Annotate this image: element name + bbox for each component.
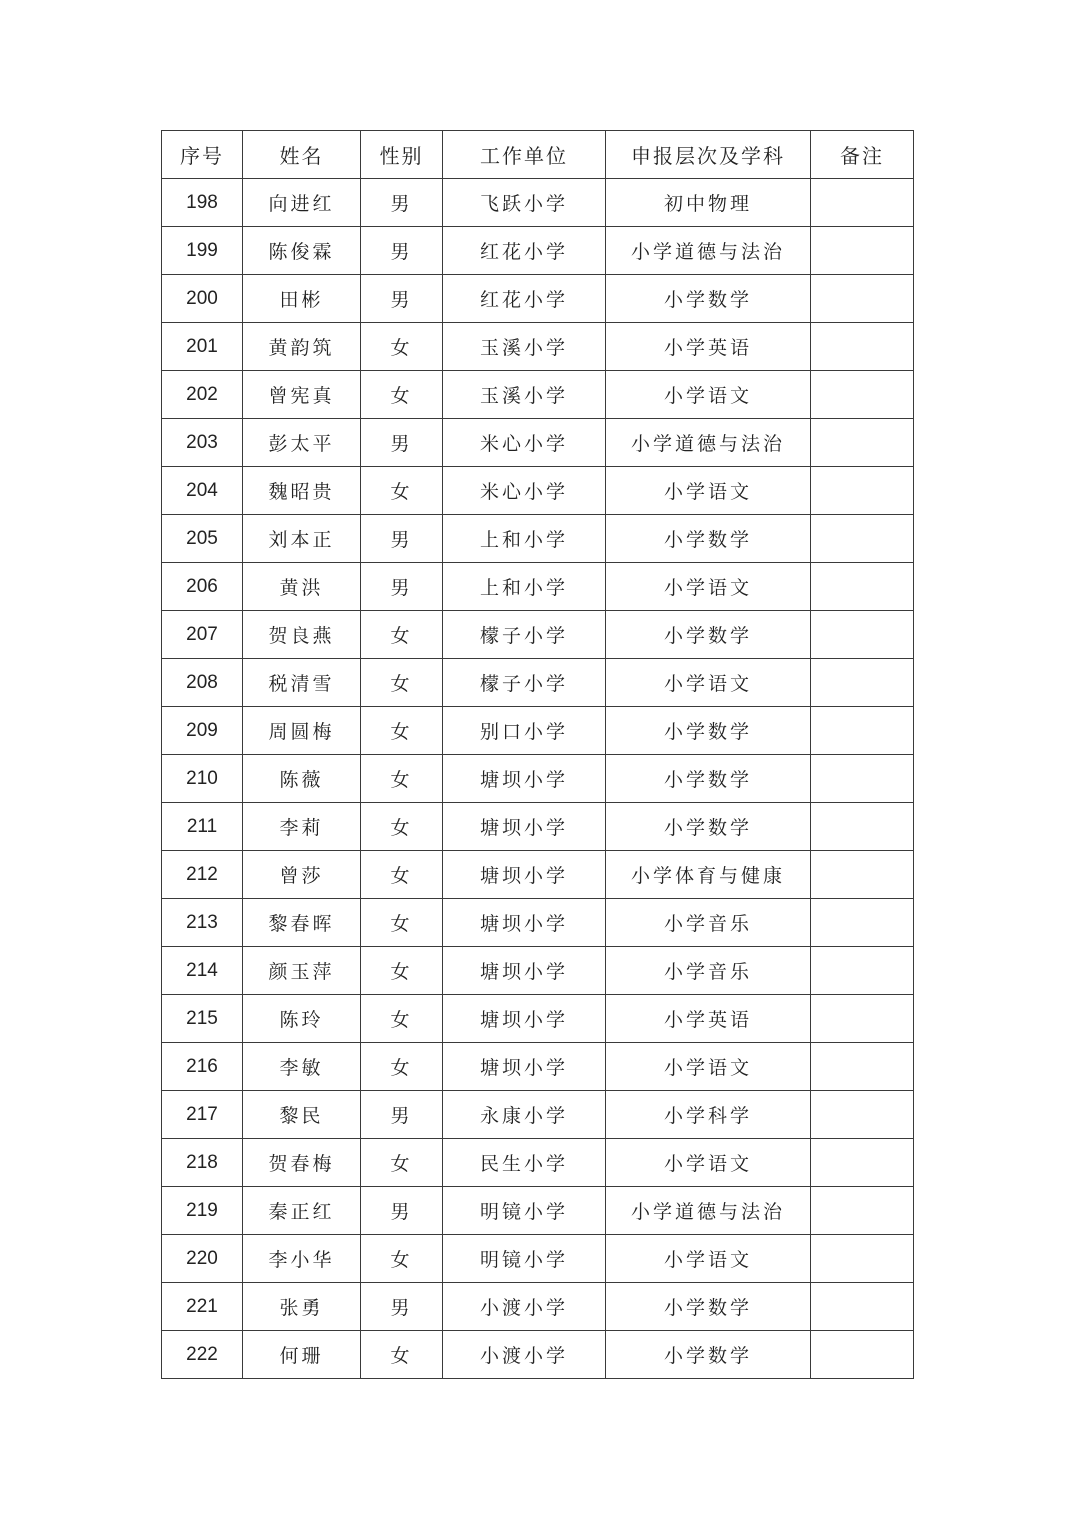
cell-serial-number: 210 bbox=[162, 755, 243, 803]
cell-level-and-subject: 小学道德与法治 bbox=[606, 419, 811, 467]
cell-gender: 女 bbox=[361, 899, 443, 947]
cell-work-unit: 小渡小学 bbox=[443, 1331, 606, 1379]
cell-work-unit: 塘坝小学 bbox=[443, 755, 606, 803]
cell-level-and-subject: 小学语文 bbox=[606, 1043, 811, 1091]
cell-work-unit: 永康小学 bbox=[443, 1091, 606, 1139]
cell-remarks bbox=[811, 515, 914, 563]
cell-level-and-subject: 小学科学 bbox=[606, 1091, 811, 1139]
cell-work-unit: 塘坝小学 bbox=[443, 1043, 606, 1091]
cell-gender: 女 bbox=[361, 707, 443, 755]
cell-remarks bbox=[811, 179, 914, 227]
cell-gender: 女 bbox=[361, 1139, 443, 1187]
cell-name: 张勇 bbox=[243, 1283, 361, 1331]
cell-serial-number: 212 bbox=[162, 851, 243, 899]
cell-work-unit: 明镜小学 bbox=[443, 1235, 606, 1283]
cell-level-and-subject: 小学道德与法治 bbox=[606, 1187, 811, 1235]
cell-remarks bbox=[811, 371, 914, 419]
cell-work-unit: 塘坝小学 bbox=[443, 947, 606, 995]
cell-remarks bbox=[811, 899, 914, 947]
cell-work-unit: 上和小学 bbox=[443, 563, 606, 611]
cell-serial-number: 217 bbox=[162, 1091, 243, 1139]
cell-name: 向进红 bbox=[243, 179, 361, 227]
cell-remarks bbox=[811, 1283, 914, 1331]
cell-level-and-subject: 小学语文 bbox=[606, 371, 811, 419]
cell-remarks bbox=[811, 323, 914, 371]
cell-work-unit: 玉溪小学 bbox=[443, 323, 606, 371]
cell-gender: 女 bbox=[361, 755, 443, 803]
cell-level-and-subject: 小学数学 bbox=[606, 515, 811, 563]
cell-remarks bbox=[811, 1331, 914, 1379]
cell-remarks bbox=[811, 1139, 914, 1187]
table-row bbox=[162, 803, 914, 851]
cell-work-unit: 檬子小学 bbox=[443, 611, 606, 659]
cell-gender: 男 bbox=[361, 563, 443, 611]
cell-name: 贺春梅 bbox=[243, 1139, 361, 1187]
cell-serial-number: 202 bbox=[162, 371, 243, 419]
cell-serial-number: 199 bbox=[162, 227, 243, 275]
table-row bbox=[162, 611, 914, 659]
cell-level-and-subject: 小学音乐 bbox=[606, 899, 811, 947]
cell-gender: 男 bbox=[361, 179, 443, 227]
cell-remarks bbox=[811, 707, 914, 755]
cell-level-and-subject: 小学数学 bbox=[606, 707, 811, 755]
cell-work-unit: 塘坝小学 bbox=[443, 803, 606, 851]
cell-serial-number: 203 bbox=[162, 419, 243, 467]
cell-work-unit: 红花小学 bbox=[443, 275, 606, 323]
cell-serial-number: 221 bbox=[162, 1283, 243, 1331]
header-name: 姓名 bbox=[243, 131, 361, 179]
cell-serial-number: 201 bbox=[162, 323, 243, 371]
cell-work-unit: 小渡小学 bbox=[443, 1283, 606, 1331]
table-row bbox=[162, 707, 914, 755]
table-row bbox=[162, 419, 914, 467]
cell-serial-number: 205 bbox=[162, 515, 243, 563]
cell-serial-number: 204 bbox=[162, 467, 243, 515]
cell-remarks bbox=[811, 1091, 914, 1139]
cell-remarks bbox=[811, 563, 914, 611]
cell-serial-number: 206 bbox=[162, 563, 243, 611]
table-row bbox=[162, 899, 914, 947]
cell-work-unit: 米心小学 bbox=[443, 467, 606, 515]
cell-work-unit: 塘坝小学 bbox=[443, 851, 606, 899]
cell-name: 刘本正 bbox=[243, 515, 361, 563]
cell-name: 陈薇 bbox=[243, 755, 361, 803]
table-row bbox=[162, 275, 914, 323]
cell-remarks bbox=[811, 803, 914, 851]
applicant-table bbox=[161, 130, 914, 1379]
cell-level-and-subject: 小学英语 bbox=[606, 323, 811, 371]
cell-gender: 男 bbox=[361, 1091, 443, 1139]
cell-work-unit: 米心小学 bbox=[443, 419, 606, 467]
cell-work-unit: 飞跃小学 bbox=[443, 179, 606, 227]
cell-gender: 女 bbox=[361, 1235, 443, 1283]
cell-gender: 女 bbox=[361, 947, 443, 995]
cell-level-and-subject: 初中物理 bbox=[606, 179, 811, 227]
cell-name: 黎民 bbox=[243, 1091, 361, 1139]
cell-name: 周圆梅 bbox=[243, 707, 361, 755]
header-work-unit: 工作单位 bbox=[443, 131, 606, 179]
cell-name: 李莉 bbox=[243, 803, 361, 851]
cell-serial-number: 207 bbox=[162, 611, 243, 659]
cell-level-and-subject: 小学数学 bbox=[606, 755, 811, 803]
cell-name: 李敏 bbox=[243, 1043, 361, 1091]
cell-serial-number: 215 bbox=[162, 995, 243, 1043]
cell-gender: 男 bbox=[361, 275, 443, 323]
cell-remarks bbox=[811, 611, 914, 659]
cell-serial-number: 200 bbox=[162, 275, 243, 323]
cell-level-and-subject: 小学数学 bbox=[606, 1283, 811, 1331]
cell-level-and-subject: 小学语文 bbox=[606, 563, 811, 611]
cell-work-unit: 玉溪小学 bbox=[443, 371, 606, 419]
cell-level-and-subject: 小学数学 bbox=[606, 1331, 811, 1379]
cell-gender: 女 bbox=[361, 995, 443, 1043]
cell-gender: 女 bbox=[361, 803, 443, 851]
cell-level-and-subject: 小学英语 bbox=[606, 995, 811, 1043]
cell-serial-number: 211 bbox=[162, 803, 243, 851]
cell-remarks bbox=[811, 227, 914, 275]
cell-name: 贺良燕 bbox=[243, 611, 361, 659]
cell-gender: 女 bbox=[361, 371, 443, 419]
cell-remarks bbox=[811, 851, 914, 899]
cell-gender: 女 bbox=[361, 467, 443, 515]
cell-serial-number: 198 bbox=[162, 179, 243, 227]
cell-name: 李小华 bbox=[243, 1235, 361, 1283]
cell-gender: 男 bbox=[361, 515, 443, 563]
header-serial-number: 序号 bbox=[162, 131, 243, 179]
cell-remarks bbox=[811, 947, 914, 995]
cell-gender: 男 bbox=[361, 1283, 443, 1331]
cell-name: 何珊 bbox=[243, 1331, 361, 1379]
table-row bbox=[162, 179, 914, 227]
cell-level-and-subject: 小学道德与法治 bbox=[606, 227, 811, 275]
table-row bbox=[162, 371, 914, 419]
cell-level-and-subject: 小学语文 bbox=[606, 659, 811, 707]
cell-serial-number: 214 bbox=[162, 947, 243, 995]
cell-remarks bbox=[811, 755, 914, 803]
cell-name: 曾宪真 bbox=[243, 371, 361, 419]
cell-level-and-subject: 小学音乐 bbox=[606, 947, 811, 995]
table-row bbox=[162, 659, 914, 707]
cell-name: 黎春晖 bbox=[243, 899, 361, 947]
cell-serial-number: 218 bbox=[162, 1139, 243, 1187]
cell-level-and-subject: 小学体育与健康 bbox=[606, 851, 811, 899]
cell-remarks bbox=[811, 659, 914, 707]
table-row bbox=[162, 1091, 914, 1139]
header-gender: 性别 bbox=[361, 131, 443, 179]
cell-name: 税清雪 bbox=[243, 659, 361, 707]
cell-work-unit: 塘坝小学 bbox=[443, 899, 606, 947]
cell-remarks bbox=[811, 995, 914, 1043]
table-row bbox=[162, 323, 914, 371]
cell-name: 陈玲 bbox=[243, 995, 361, 1043]
cell-name: 彭太平 bbox=[243, 419, 361, 467]
cell-name: 黄韵筑 bbox=[243, 323, 361, 371]
cell-work-unit: 民生小学 bbox=[443, 1139, 606, 1187]
cell-remarks bbox=[811, 419, 914, 467]
cell-level-and-subject: 小学语文 bbox=[606, 1139, 811, 1187]
cell-level-and-subject: 小学语文 bbox=[606, 467, 811, 515]
table-row bbox=[162, 1331, 914, 1379]
cell-gender: 男 bbox=[361, 1187, 443, 1235]
cell-remarks bbox=[811, 1187, 914, 1235]
cell-name: 曾莎 bbox=[243, 851, 361, 899]
header-level-and-subject: 申报层次及学科 bbox=[606, 131, 811, 179]
table-row bbox=[162, 851, 914, 899]
cell-level-and-subject: 小学数学 bbox=[606, 611, 811, 659]
cell-remarks bbox=[811, 275, 914, 323]
cell-work-unit: 明镜小学 bbox=[443, 1187, 606, 1235]
cell-name: 秦正红 bbox=[243, 1187, 361, 1235]
cell-gender: 男 bbox=[361, 419, 443, 467]
cell-serial-number: 209 bbox=[162, 707, 243, 755]
cell-gender: 女 bbox=[361, 851, 443, 899]
table-row bbox=[162, 947, 914, 995]
cell-serial-number: 222 bbox=[162, 1331, 243, 1379]
cell-gender: 女 bbox=[361, 1331, 443, 1379]
table-row bbox=[162, 563, 914, 611]
cell-serial-number: 208 bbox=[162, 659, 243, 707]
table-row bbox=[162, 467, 914, 515]
cell-name: 田彬 bbox=[243, 275, 361, 323]
cell-serial-number: 216 bbox=[162, 1043, 243, 1091]
table-header-row bbox=[162, 131, 914, 179]
table-row bbox=[162, 1139, 914, 1187]
cell-work-unit: 上和小学 bbox=[443, 515, 606, 563]
cell-name: 魏昭贵 bbox=[243, 467, 361, 515]
cell-name: 黄洪 bbox=[243, 563, 361, 611]
table-row bbox=[162, 995, 914, 1043]
cell-work-unit: 檬子小学 bbox=[443, 659, 606, 707]
cell-name: 颜玉萍 bbox=[243, 947, 361, 995]
table-body bbox=[162, 179, 914, 1379]
cell-work-unit: 别口小学 bbox=[443, 707, 606, 755]
table-row bbox=[162, 755, 914, 803]
cell-remarks bbox=[811, 1235, 914, 1283]
cell-level-and-subject: 小学语文 bbox=[606, 1235, 811, 1283]
cell-serial-number: 213 bbox=[162, 899, 243, 947]
cell-serial-number: 219 bbox=[162, 1187, 243, 1235]
table-row bbox=[162, 227, 914, 275]
table-row bbox=[162, 515, 914, 563]
cell-level-and-subject: 小学数学 bbox=[606, 275, 811, 323]
cell-level-and-subject: 小学数学 bbox=[606, 803, 811, 851]
table-row bbox=[162, 1283, 914, 1331]
cell-gender: 男 bbox=[361, 227, 443, 275]
cell-work-unit: 红花小学 bbox=[443, 227, 606, 275]
cell-gender: 女 bbox=[361, 611, 443, 659]
cell-gender: 女 bbox=[361, 1043, 443, 1091]
header-remarks: 备注 bbox=[811, 131, 914, 179]
table-row bbox=[162, 1187, 914, 1235]
cell-remarks bbox=[811, 1043, 914, 1091]
cell-work-unit: 塘坝小学 bbox=[443, 995, 606, 1043]
cell-name: 陈俊霖 bbox=[243, 227, 361, 275]
cell-gender: 女 bbox=[361, 659, 443, 707]
table-row bbox=[162, 1043, 914, 1091]
table-row bbox=[162, 1235, 914, 1283]
cell-gender: 女 bbox=[361, 323, 443, 371]
cell-remarks bbox=[811, 467, 914, 515]
cell-serial-number: 220 bbox=[162, 1235, 243, 1283]
